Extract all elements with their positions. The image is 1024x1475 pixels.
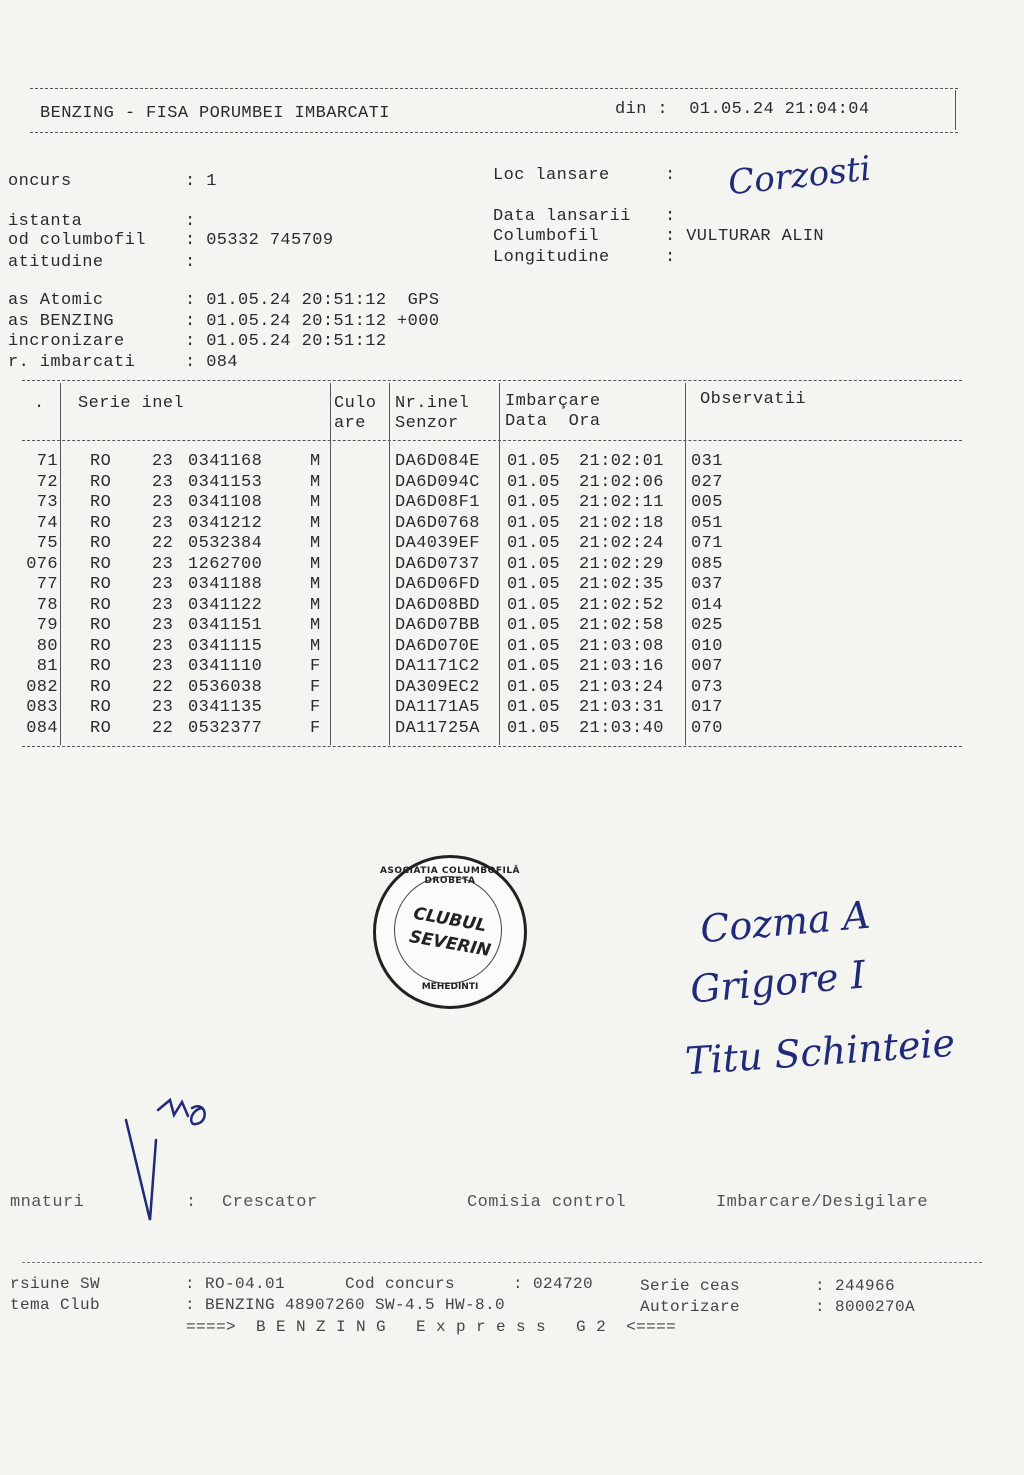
- cell-nr: 75: [36, 534, 58, 553]
- document-title: BENZING - FISA PORUMBEI IMBARCATI: [40, 104, 390, 123]
- header-top-rule: [30, 88, 958, 89]
- cell-date: 01.05: [507, 677, 561, 697]
- semnaturi-label: mnaturi: [10, 1193, 85, 1212]
- cell-obs: 071: [691, 534, 723, 553]
- th-data-ora: Data Ora: [505, 412, 601, 431]
- time-value: : 084: [185, 353, 239, 372]
- stamp-line1: CLUBUL: [411, 903, 489, 937]
- footer-serie-ceas: [640, 1277, 895, 1295]
- cell-time: 21:03:08: [579, 636, 664, 656]
- footer-value: : RO-04.01: [185, 1275, 286, 1293]
- table-row: [0, 719, 1024, 740]
- handwritten-loc-lansare: Corzosti: [726, 148, 873, 204]
- cell-nr: 74: [36, 513, 58, 533]
- info-columbofil: [493, 227, 824, 246]
- cell-obs: 027: [691, 472, 723, 492]
- time-value: : 01.05.24 20:51:12 +000: [185, 312, 440, 331]
- cell-year: 22: [152, 718, 174, 738]
- semnatura-crescator: Crescator: [222, 1193, 318, 1212]
- stamp-outer-text: ASOCIATIA COLUMBOFILĂ DROBETA: [379, 866, 521, 886]
- cell-sex: M: [310, 616, 321, 635]
- cell-obs: 037: [691, 575, 723, 594]
- cell-year: 23: [152, 698, 174, 717]
- cell-date: 01.05: [507, 472, 561, 492]
- th-nr-inel: Nr.inel: [395, 394, 470, 413]
- info-label: Columbofil: [493, 227, 600, 246]
- cell-sensor: DA6D070E: [395, 636, 480, 656]
- cell-year: 23: [152, 472, 174, 492]
- table-row: [0, 698, 1024, 719]
- cell-ring: 0341135: [188, 698, 263, 717]
- footer-value: : 024720: [513, 1275, 594, 1293]
- table-bottom-rule: [22, 746, 962, 747]
- info-label: Loc lansare: [493, 166, 610, 185]
- cell-date: 01.05: [507, 513, 561, 533]
- cell-sensor: DA309EC2: [395, 677, 480, 697]
- cell-country: RO: [90, 677, 112, 697]
- cell-obs: 005: [691, 493, 723, 512]
- cell-time: 21:02:06: [579, 472, 664, 492]
- cell-sex: F: [310, 718, 321, 738]
- time-value: : 01.05.24 20:51:12 GPS: [185, 291, 440, 310]
- cell-time: 21:02:18: [579, 513, 664, 533]
- cell-date: 01.05: [507, 452, 561, 471]
- cell-nr: 084: [26, 718, 58, 738]
- info-value: : 05332 745709: [185, 231, 334, 250]
- semnaturi-colon: :: [186, 1193, 197, 1212]
- stamp-line2: SEVERIN: [407, 927, 493, 961]
- table-row: [0, 452, 1024, 473]
- table-row: [0, 555, 1024, 576]
- cell-sex: M: [310, 636, 321, 656]
- cell-sex: M: [310, 493, 321, 512]
- cell-date: 01.05: [507, 616, 561, 635]
- table-row: [0, 514, 1024, 535]
- cell-time: 21:02:52: [579, 595, 664, 615]
- signature-grigore: Grigore I: [688, 952, 868, 1012]
- din-value: 01.05.24 21:04:04: [689, 100, 870, 119]
- cell-nr: 082: [26, 677, 58, 697]
- cell-ring: 0532384: [188, 534, 263, 553]
- table-header-rule: [22, 440, 962, 441]
- cell-sensor: DA1171A5: [395, 698, 480, 717]
- cell-nr: 80: [36, 636, 58, 656]
- cell-ring: 0341122: [188, 595, 263, 615]
- info-loc-lansare: [493, 166, 676, 185]
- table-row: [0, 534, 1024, 555]
- table-row: [0, 596, 1024, 617]
- info-value: :: [665, 248, 676, 267]
- cell-sex: M: [310, 595, 321, 615]
- cell-ring: 1262700: [188, 554, 263, 574]
- cell-country: RO: [90, 472, 112, 492]
- cell-time: 21:02:11: [579, 493, 664, 512]
- info-value: : VULTURAR ALIN: [665, 227, 825, 246]
- cell-sex: M: [310, 554, 321, 574]
- cell-ring: 0532377: [188, 718, 263, 738]
- cell-date: 01.05: [507, 718, 561, 738]
- cell-time: 21:02:01: [579, 452, 664, 471]
- cell-country: RO: [90, 493, 112, 512]
- cell-nr: 81: [36, 657, 58, 676]
- cell-ring: 0341110: [188, 657, 263, 676]
- footer-value: : BENZING 48907260 SW-4.5 HW-8.0: [185, 1296, 506, 1314]
- th-senzor: Senzor: [395, 414, 459, 433]
- cell-ring: 0341115: [188, 636, 263, 656]
- cell-date: 01.05: [507, 534, 561, 553]
- signature-cozma: Cozma A: [698, 892, 872, 952]
- cell-ring: 0341108: [188, 493, 263, 512]
- info-label: Data lansarii: [493, 207, 631, 226]
- cell-date: 01.05: [507, 636, 561, 656]
- cell-time: 21:02:58: [579, 616, 664, 635]
- din-label: din :: [615, 100, 669, 119]
- info-longitudine: [493, 248, 676, 267]
- info-label: od columbofil: [8, 231, 146, 250]
- cell-date: 01.05: [507, 554, 561, 574]
- cell-sex: M: [310, 575, 321, 594]
- cell-ring: 0536038: [188, 677, 263, 697]
- nr-imbarcati: [8, 353, 238, 372]
- cell-nr: 71: [36, 452, 58, 471]
- cell-sex: M: [310, 472, 321, 492]
- cell-time: 21:03:16: [579, 657, 664, 676]
- cell-country: RO: [90, 554, 112, 574]
- footer-value: : 244966: [815, 1277, 896, 1295]
- cell-nr: 72: [36, 472, 58, 492]
- header-bottom-rule: [30, 132, 958, 133]
- cell-country: RO: [90, 698, 112, 717]
- footer-label: Cod concurs: [345, 1275, 456, 1293]
- header-right-rule: [955, 90, 956, 130]
- cell-obs: 031: [691, 452, 723, 471]
- cell-year: 23: [152, 513, 174, 533]
- cell-nr: 77: [36, 575, 58, 594]
- footer-cod-concurs: [345, 1275, 593, 1293]
- cell-date: 01.05: [507, 657, 561, 676]
- time-label: as BENZING: [8, 312, 115, 331]
- time-sincronizare: [8, 332, 386, 351]
- cell-year: 23: [152, 452, 174, 471]
- cell-country: RO: [90, 513, 112, 533]
- cell-date: 01.05: [507, 595, 561, 615]
- footer-label: rsiune SW: [10, 1275, 101, 1293]
- cell-time: 21:03:31: [579, 698, 664, 717]
- info-label: oncurs: [8, 172, 72, 191]
- cell-year: 23: [152, 595, 174, 615]
- cell-nr: 083: [26, 698, 58, 717]
- cell-sensor: DA6D0737: [395, 554, 480, 574]
- cell-nr: 73: [36, 493, 58, 512]
- cell-country: RO: [90, 636, 112, 656]
- cell-country: RO: [90, 452, 112, 471]
- cell-year: 22: [152, 677, 174, 697]
- info-label: atitudine: [8, 253, 104, 272]
- table-row: [0, 637, 1024, 658]
- table-row: [0, 657, 1024, 678]
- info-value: :: [185, 253, 196, 272]
- table-row: [0, 616, 1024, 637]
- signature-titu: Titu Schinteie: [683, 1020, 957, 1084]
- cell-time: 21:03:40: [579, 718, 664, 738]
- cell-sensor: DA6D06FD: [395, 575, 480, 594]
- cell-country: RO: [90, 718, 112, 738]
- info-value: :: [665, 166, 676, 185]
- info-latitudine: [8, 253, 196, 272]
- cell-nr: 076: [26, 554, 58, 574]
- cell-nr: 78: [36, 595, 58, 615]
- info-cod-columbofil: [8, 231, 333, 250]
- info-data-lansarii: [493, 207, 676, 226]
- th-culoare-2: are: [334, 414, 366, 433]
- time-label: r. imbarcati: [8, 353, 136, 372]
- cell-obs: 007: [691, 657, 723, 676]
- cell-time: 21:03:24: [579, 677, 664, 697]
- cell-sex: M: [310, 513, 321, 533]
- cell-year: 23: [152, 493, 174, 512]
- semnatura-comisia: Comisia control: [467, 1193, 627, 1212]
- info-value: :: [185, 212, 196, 231]
- footer-autorizare: [640, 1298, 915, 1316]
- cell-country: RO: [90, 575, 112, 594]
- footer-value: : 8000270A: [815, 1298, 916, 1316]
- table-row: [0, 575, 1024, 596]
- cell-date: 01.05: [507, 698, 561, 717]
- cell-year: 23: [152, 636, 174, 656]
- cell-sex: F: [310, 698, 321, 717]
- info-label: istanta: [8, 212, 83, 231]
- cell-sensor: DA6D08BD: [395, 595, 480, 615]
- footer-label: tema Club: [10, 1296, 101, 1314]
- time-label: as Atomic: [8, 291, 104, 310]
- cell-time: 21:02:35: [579, 575, 664, 594]
- footer-banner: ====> B E N Z I N G E x p r e s s G 2 <====: [186, 1318, 677, 1336]
- cell-sex: M: [310, 452, 321, 471]
- time-benzing: [8, 312, 439, 331]
- cell-country: RO: [90, 534, 112, 553]
- info-value: : 1: [185, 172, 217, 191]
- cell-nr: 79: [36, 616, 58, 635]
- cell-ring: 0341212: [188, 513, 263, 533]
- table-body: [0, 452, 1024, 742]
- cell-obs: 085: [691, 554, 723, 574]
- info-label: Longitudine: [493, 248, 610, 267]
- footer-sistem-club: [10, 1296, 505, 1314]
- cell-date: 01.05: [507, 493, 561, 512]
- cell-country: RO: [90, 616, 112, 635]
- time-value: : 01.05.24 20:51:12: [185, 332, 387, 351]
- stamp-bottom-text: MEHEDINTI: [421, 982, 479, 992]
- cell-sensor: DA11725A: [395, 718, 480, 738]
- cell-sensor: DA1171C2: [395, 657, 480, 676]
- cell-time: 21:02:29: [579, 554, 664, 574]
- cell-ring: 0341151: [188, 616, 263, 635]
- cell-ring: 0341168: [188, 452, 263, 471]
- th-nr: .: [34, 394, 45, 413]
- th-observatii: Observatii: [700, 390, 807, 409]
- table-row: [0, 473, 1024, 494]
- club-stamp: [373, 855, 527, 1009]
- crescator-signature: [118, 1080, 228, 1230]
- cell-year: 23: [152, 616, 174, 635]
- footer-versiune: [10, 1275, 285, 1293]
- cell-year: 23: [152, 575, 174, 594]
- table-row: [0, 678, 1024, 699]
- cell-sex: F: [310, 677, 321, 697]
- cell-obs: 017: [691, 698, 723, 717]
- th-serie-inel: Serie inel: [78, 394, 185, 413]
- cell-sex: F: [310, 657, 321, 676]
- cell-ring: 0341188: [188, 575, 263, 594]
- cell-obs: 010: [691, 636, 723, 656]
- footer-rule: [22, 1262, 982, 1263]
- cell-sex: M: [310, 534, 321, 553]
- cell-country: RO: [90, 657, 112, 676]
- cell-sensor: DA6D094C: [395, 472, 480, 492]
- th-imbarcare: Imbarçare: [505, 392, 601, 411]
- th-culoare: Culo: [334, 394, 377, 413]
- cell-obs: 025: [691, 616, 723, 635]
- cell-sensor: DA6D08F1: [395, 493, 480, 512]
- cell-year: 23: [152, 554, 174, 574]
- cell-year: 22: [152, 534, 174, 553]
- table-row: [0, 493, 1024, 514]
- cell-ring: 0341153: [188, 472, 263, 492]
- time-atomic: [8, 291, 439, 310]
- cell-obs: 051: [691, 513, 723, 533]
- cell-sensor: DA4039EF: [395, 534, 480, 553]
- info-distanta: [8, 212, 196, 231]
- cell-year: 23: [152, 657, 174, 676]
- footer-label: Autorizare: [640, 1298, 741, 1316]
- info-concurs: [8, 172, 217, 191]
- print-date: [615, 100, 869, 119]
- cell-sensor: DA6D0768: [395, 513, 480, 533]
- cell-country: RO: [90, 595, 112, 615]
- cell-obs: 070: [691, 718, 723, 738]
- footer-label: Serie ceas: [640, 1277, 741, 1295]
- info-value: :: [665, 207, 676, 226]
- table-top-rule: [22, 380, 962, 381]
- cell-date: 01.05: [507, 575, 561, 594]
- cell-obs: 073: [691, 677, 723, 697]
- semnatura-imbarcare: Imbarcare/Desigilare: [716, 1193, 929, 1212]
- cell-time: 21:02:24: [579, 534, 664, 553]
- time-label: incronizare: [8, 332, 125, 351]
- cell-obs: 014: [691, 595, 723, 615]
- cell-sensor: DA6D084E: [395, 452, 480, 471]
- cell-sensor: DA6D07BB: [395, 616, 480, 635]
